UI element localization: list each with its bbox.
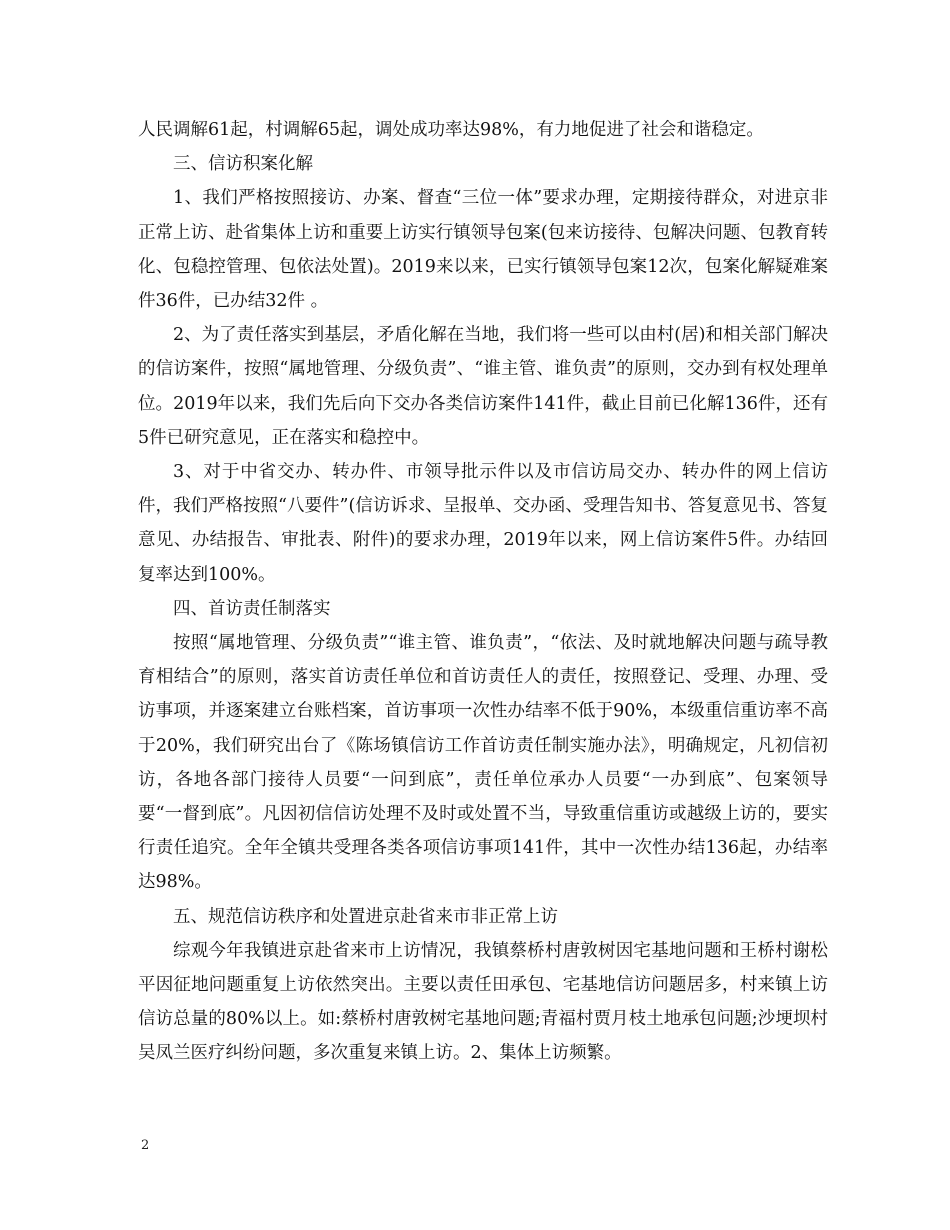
paragraph-mediation-stats: 人民调解61起，村调解65起，调处成功率达98%，有力地促进了社会和谐稳定。 (138, 120, 764, 140)
heading-section-3: 三、信访积案化解 (173, 154, 313, 175)
page-number: 2 (141, 1138, 150, 1153)
heading-section-5: 五、规范信访秩序和处置进京赴省来市非正常上访 (173, 906, 558, 927)
paragraph-3-3: 3、对于中省交办、转办件、市领导批示件以及市信访局交办、转办件的网上信访件，我们严格按照“八要件”(信访诉求、呈报单、交办函、受理告知书、答复意见书、答复意见、办结报告、审批表、附件)的要求办理，2019年以来，网上信访案件5件。办结回复率达到100%。 (138, 462, 828, 585)
paragraph-5-body: 综观今年我镇进京赴省来市上访情况，我镇蔡桥村唐敦树因宅基地问题和王桥村谢松平因征地问题重复上访依然突出。主要以责任田承包、宅基地信访问题居多，村来镇上访信访总量的80%以上。如:蔡桥村唐敦树宅基地问题;青福村贾月枝土地承包问题;沙埂坝村吴凤兰医疗纠纷问题，多次重复来镇上访。2、集体上访频繁。 (138, 940, 828, 1064)
paragraph-4-body: 按照“属地管理、分级负责”“谁主管、谁负责”，“依法、及时就地解决问题与疏导教育相结合”的原则，落实首访责任单位和首访责任人的责任，按照登记、受理、办理、受访事项，并逐案建立台账档案，首访事项一次性办结率不低于90%，本级重信重访率不高于20%，我们研究出台了《陈场镇信访工作首访责任制实施办法》，明确规定，凡初信初访，各地各部门接待人员要“一问到底”，责任单位承办人员要“一办到底”、包案领导要“一督到底”。凡因初信信访处理不及时或处置不当，导致重信重访或越级上访的，要实行责任追究。全年全镇共受理各类各项信访事项141件，其中一次性办结136起，办结率达98%。 (138, 633, 828, 893)
paragraph-3-2: 2、为了责任落实到基层，矛盾化解在当地，我们将一些可以由村(居)和相关部门解决的信访案件，按照“属地管理、分级负责”、“谁主管、谁负责”的原则，交办到有权处理单位。2019年以来，我们先后向下交办各类信访案件141件，截止目前已化解136件，还有5件已研究意见，正在落实和稳控中。 (138, 325, 828, 448)
heading-section-4: 四、首访责任制落实 (173, 598, 331, 619)
paragraph-3-1: 1、我们严格按照接访、办案、督查“三位一体”要求办理，定期接待群众，对进京非正常上访、赴省集体上访和重要上访实行镇领导包案(包来访接待、包解决问题、包教育转化、包稳控管理、包依法处置)。2019来以来，已实行镇领导包案12次，包案化解疑难案件36件，已办结32件 。 (138, 188, 828, 312)
document-body (138, 113, 828, 1071)
